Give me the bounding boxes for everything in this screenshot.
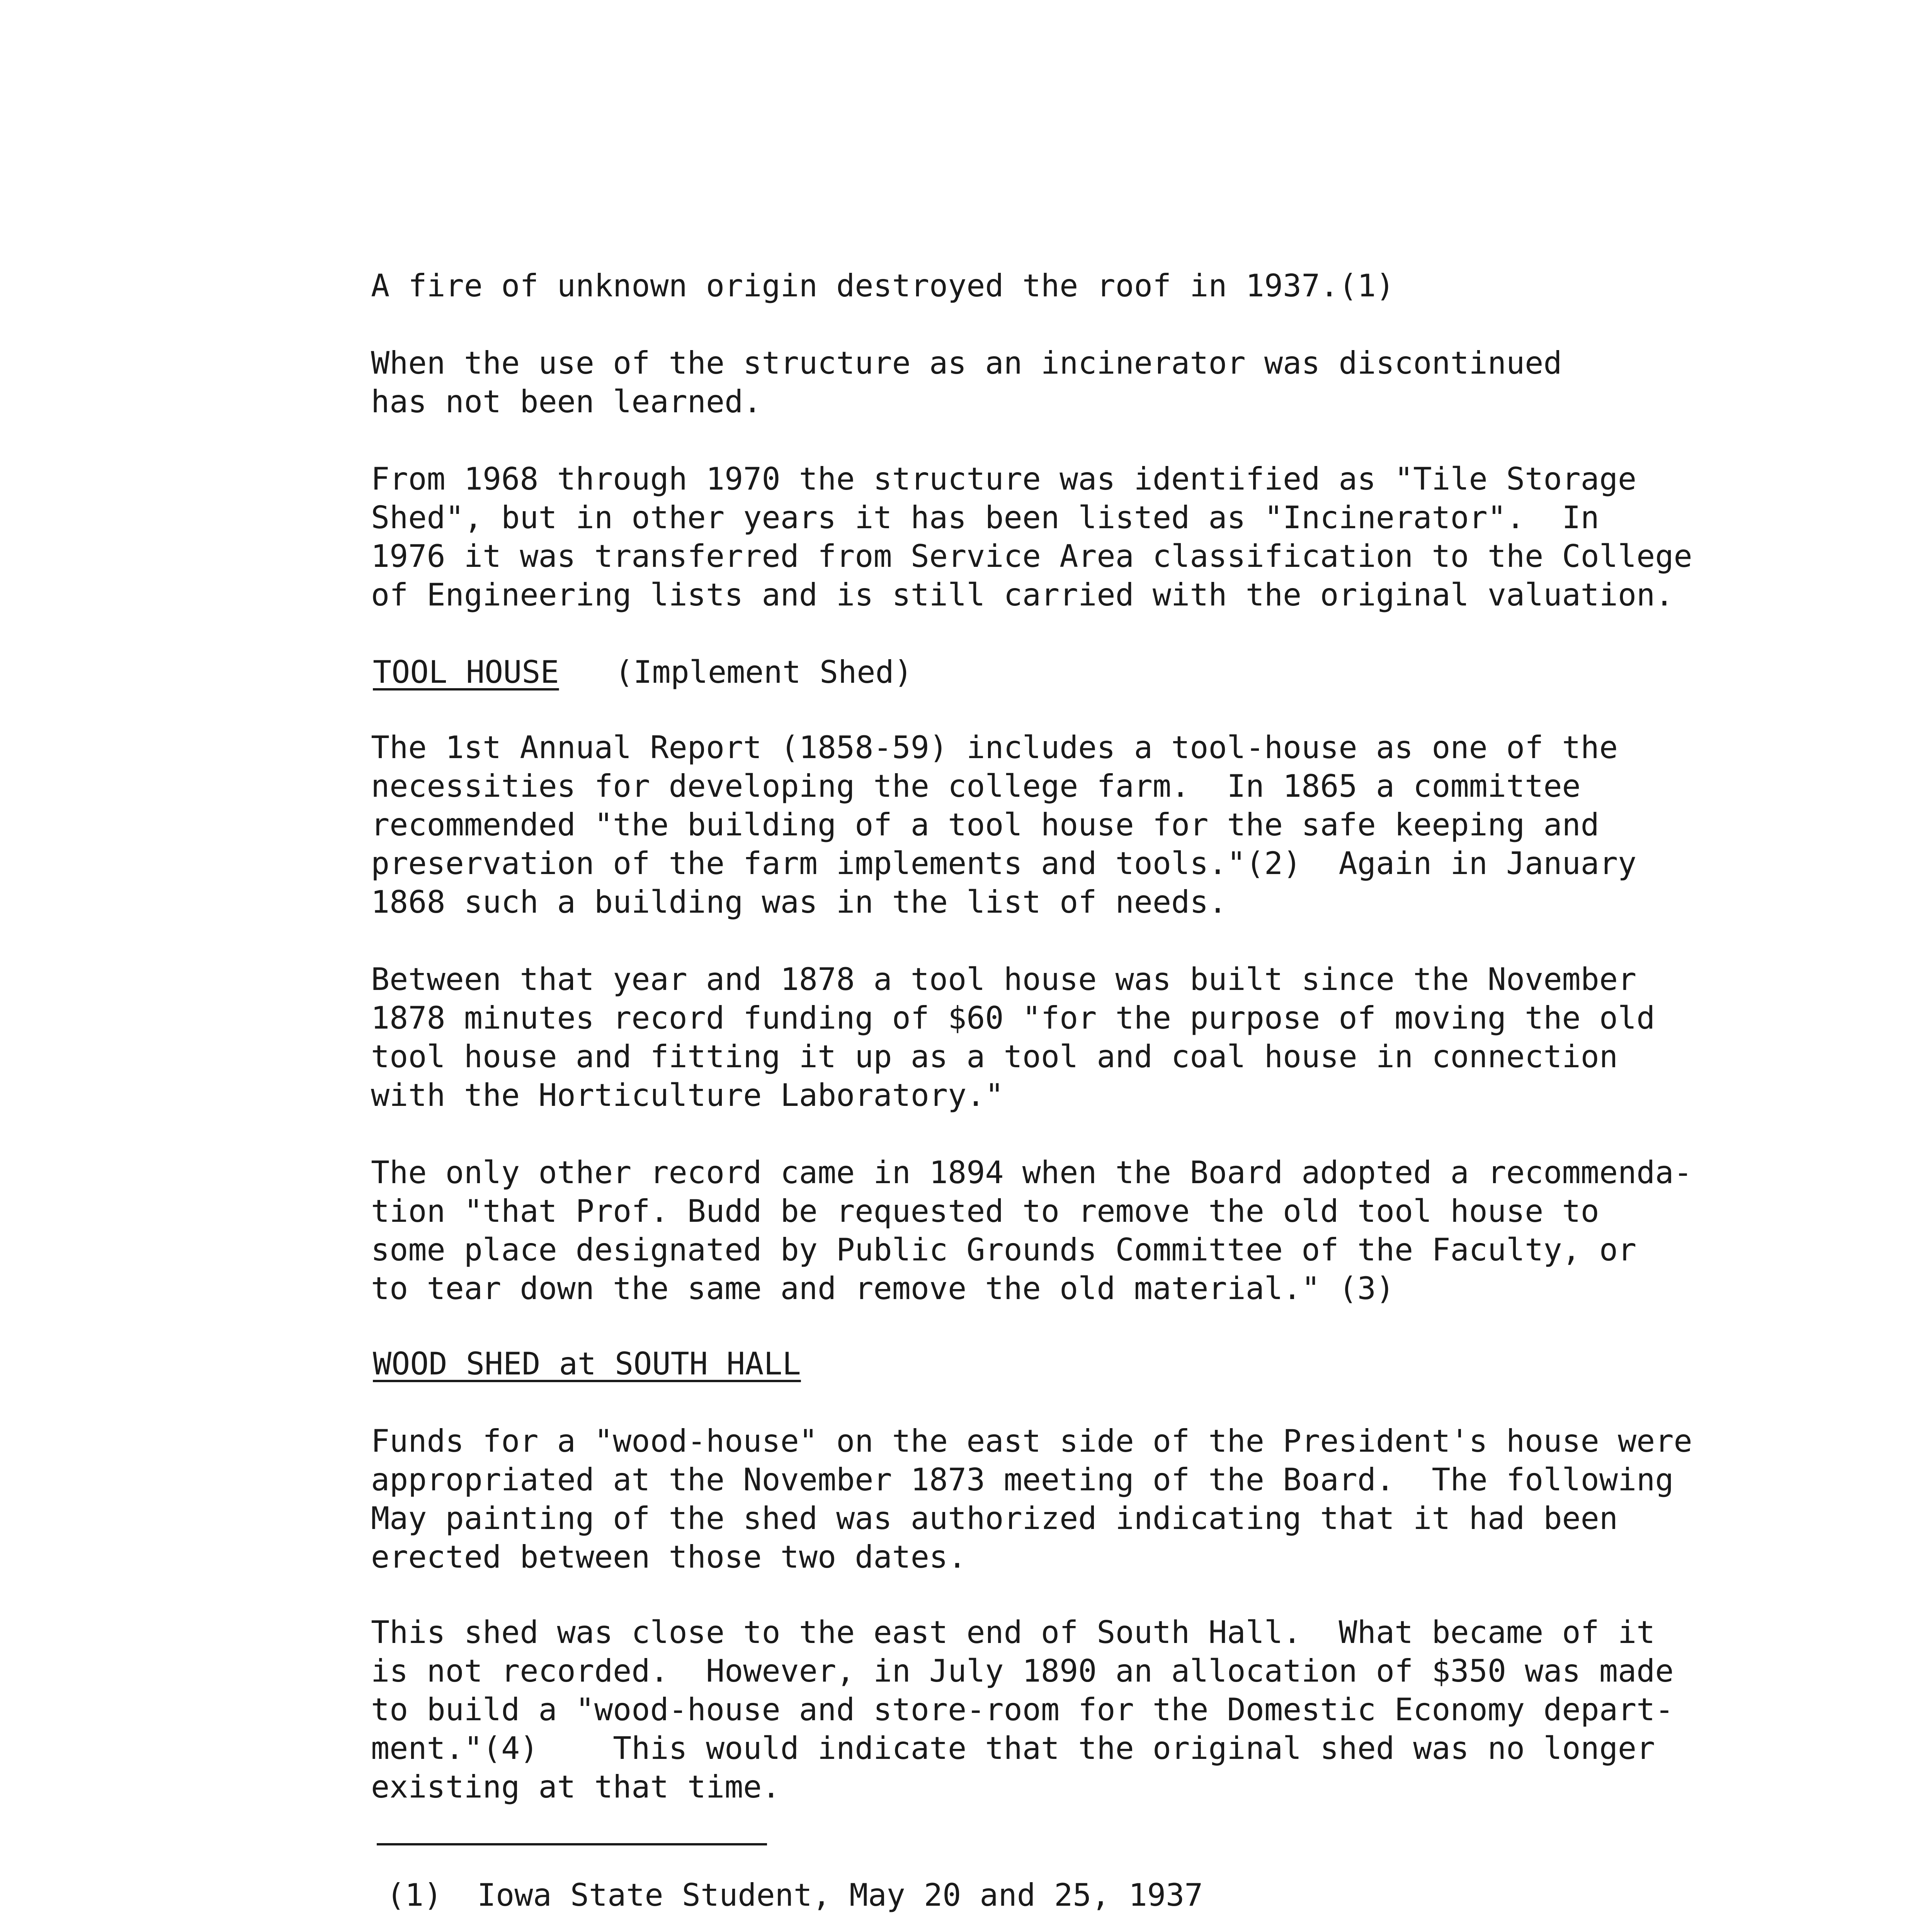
paragraph-wood-house-funds: Funds for a "wood-house" on the east side of the President's house were appropriated at the November 1873 meeting of the Board. The following May painting of the shed was authorized indicating that it had been erected between those two dates. [371, 1423, 1692, 1575]
paragraph-incinerator-use: When the use of the structure as an incinerator was discontinued has not been learned. [371, 345, 1562, 420]
paragraph-tile-storage: From 1968 through 1970 the structure was identified as "Tile Storage Shed", but in other years it has been listed as "Incinerator". In 1976 it was transferred from Service Area classification to the College of Engineering lists and is still carried with the original valuation. [371, 461, 1692, 613]
footnote-divider [377, 1843, 767, 1845]
tool-house-title: TOOL HOUSE [373, 654, 559, 690]
wood-shed-heading [373, 1345, 801, 1383]
tool-house-heading [373, 653, 913, 692]
footnote-text: Iowa State Student, May 20 and 25, 1937 [477, 1877, 1203, 1913]
footnote-1 [386, 1876, 1203, 1915]
paragraph-south-hall-shed: This shed was close to the east end of South Hall. What became of it is not recorded. However, in July 1890 an allocation of $350 was made to build a "wood-house and store-room for the Domestic Economy depart- ment."(4) This would indicate that the original shed was no longer existing at that time. [371, 1614, 1674, 1805]
paragraph-board-1894: The only other record came in 1894 when the Board adopted a recommenda- tion "that Prof. Budd be requested to remove the old tool house to some place designated by Public Grounds Committee of the Faculty, or to tear down the same and remove the old material." (3) [371, 1155, 1692, 1306]
paragraph-annual-report: The 1st Annual Report (1858-59) includes a tool-house as one of the necessities for developing the college farm. In 1865 a committee recommended "the building of a tool house for the safe keeping and preservation of the farm implements and tools."(2) Again in January 1868 such a building was in the list of needs. [371, 730, 1637, 920]
paragraph-tool-house-built: Between that year and 1878 a tool house was built since the November 1878 minutes record funding of $60 "for the purpose of moving the old tool house and fitting it up as a tool and coal house in connection with the Horticulture Laboratory." [371, 961, 1655, 1113]
footnote-number: (1) [386, 1877, 442, 1913]
tool-house-subtitle: (Implement Shed) [615, 654, 913, 690]
paragraph-fire: A fire of unknown origin destroyed the roof in 1937.(1) [371, 268, 1395, 304]
wood-shed-title: WOOD SHED at SOUTH HALL [373, 1346, 801, 1382]
